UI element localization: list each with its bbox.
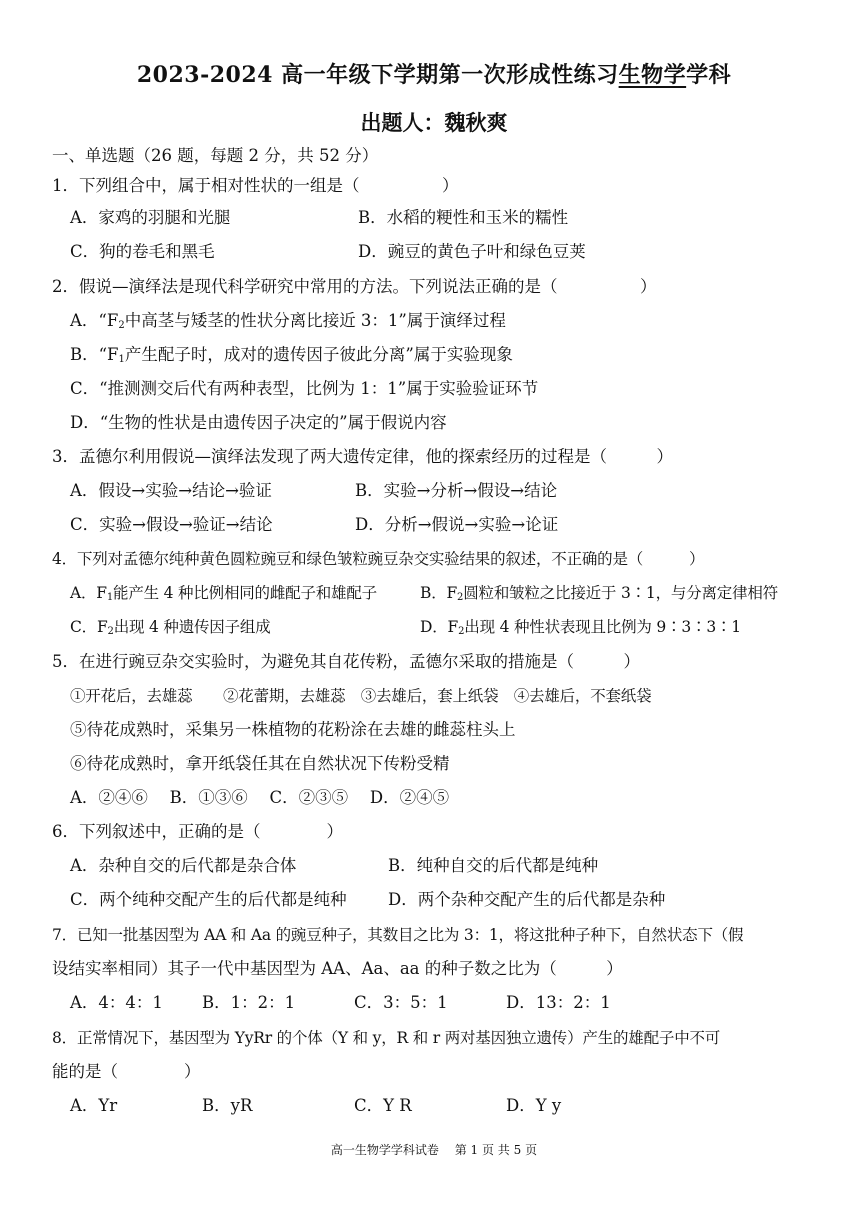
q2-option-a: A．“$F_2$中高茎与矮茎的性状分离比接近 3：1”属于演绎过程 (70, 311, 506, 331)
q5-statement-line: ⑤待花成熟时，采集另一株植物的花粉涂在去雄的雌蕊柱头上 (70, 720, 516, 739)
q3-option-b: B．实验→分析→假设→结论 (355, 481, 558, 500)
q7-stem: 7．已知一批基因型为 AA 和 Aa 的豌豆种子，其数目之比为 3：1，将这批种子种下，自然状态下（假 (52, 926, 744, 944)
q7-option-a: A．4：4：1 (70, 993, 163, 1012)
q8-stem-cont: 能的是（ ） (52, 1062, 201, 1081)
q3-option-d: D．分析→假说→实验→论证 (355, 515, 559, 534)
q1-option-b: B．水稻的粳性和玉米的糯性 (358, 208, 569, 227)
author-line: 出题人：魏秋爽 (360, 110, 508, 135)
q4-option-a: A．$F_1$能产生 4 种比例相同的雌配子和雄配子 (70, 584, 377, 603)
q8-option-d: D．Y y (506, 1096, 562, 1115)
page-title (0, 58, 868, 89)
q6-option-a: A．杂种自交的后代都是杂合体 (70, 856, 297, 875)
q4-option-c: C．$F_2$出现 4 种遗传因子组成 (70, 618, 271, 637)
q7-option-c: C．3：5：1 (354, 993, 448, 1012)
q2-stem: 2．假说—演绎法是现代科学研究中常用的方法。下列说法正确的是（ ） (52, 277, 657, 296)
q8-stem: 8．正常情况下，基因型为 YyRr 的个体（Y 和 y，R 和 r 两对基因独立遗传）产生的雄配子中不可 (52, 1029, 721, 1047)
q5-statement-line: ⑥待花成熟时，拿开纸袋任其在自然状况下传粉受精 (70, 754, 450, 773)
q5-stem: 5．在进行豌豆杂交实验时，为避免其自花传粉，孟德尔采取的措施是（ ） (52, 652, 640, 671)
q1-option-a: A．家鸡的羽腿和光腿 (70, 208, 231, 227)
q7-option-d: D．13：2：1 (506, 993, 611, 1012)
section-heading: 一、单选题（26 题，每题 2 分，共 52 分） (52, 146, 379, 165)
q3-option-c: C．实验→假设→验证→结论 (70, 515, 273, 534)
q7-option-b: B．1：2：1 (202, 993, 296, 1012)
q4-option-d: D．$F_2$出现 4 种性状表现且比例为 9∶3∶3∶1 (420, 618, 741, 637)
q8-option-c: C．Y R (354, 1096, 412, 1115)
title-subject: 生物学 (618, 62, 687, 88)
page-footer: 高一生物学学科试卷 第 1 页 共 5 页 (330, 1143, 538, 1157)
q6-option-c: C．两个纯种交配产生的后代都是纯种 (70, 890, 347, 909)
q4-option-b: B．$F_2$圆粒和皱粒之比接近于 3∶1，与分离定律相符 (420, 584, 778, 603)
q5-statement-line: ①开花后，去雄蕊 ②花蕾期，去雄蕊 ③去雄后，套上纸袋 ④去雄后，不套纸袋 (70, 687, 652, 705)
q4-stem: 4．下列对孟德尔纯种黄色圆粒豌豆和绿色皱粒豌豆杂交实验结果的叙述，不正确的是（ ） (52, 550, 705, 568)
q1-option-d: D．豌豆的黄色子叶和绿色豆荚 (358, 242, 586, 261)
title-suffix: 学科 (686, 62, 732, 88)
q5-options: A．②④⑥ B．①③⑥ C．②③⑤ D．②④⑤ (70, 788, 450, 807)
q2-option-b: B．“$F_1$产生配子时，成对的遗传因子彼此分离”属于实验现象 (70, 345, 513, 365)
q6-stem: 6．下列叙述中，正确的是（ ） (52, 822, 343, 841)
q1-option-c: C．狗的卷毛和黑毛 (70, 242, 215, 261)
q2-option-d: D．“生物的性状是由遗传因子决定的”属于假说内容 (70, 413, 447, 432)
q3-stem: 3．孟德尔利用假说—演绎法发现了两大遗传定律，他的探索经历的过程是（ ） (52, 447, 673, 466)
q8-option-b: B．yR (202, 1096, 253, 1115)
q3-option-a: A．假设→实验→结论→验证 (70, 481, 272, 500)
q1-stem: 1．下列组合中，属于相对性状的一组是（ ） (52, 176, 459, 195)
title-text: 2023-2024 高一年级下学期第一次形成性练习 (136, 62, 619, 88)
q6-option-d: D．两个杂种交配产生的后代都是杂种 (388, 890, 666, 909)
q8-option-a: A．Yr (70, 1096, 118, 1115)
q2-option-c: C．“推测测交后代有两种表型，比例为 1：1”属于实验验证环节 (70, 379, 539, 398)
q7-stem-cont: 设结实率相同）其子一代中基因型为 AA、Aa、aa 的种子数之比为（ ） (52, 959, 623, 978)
q6-option-b: B．纯种自交的后代都是纯种 (388, 856, 599, 875)
